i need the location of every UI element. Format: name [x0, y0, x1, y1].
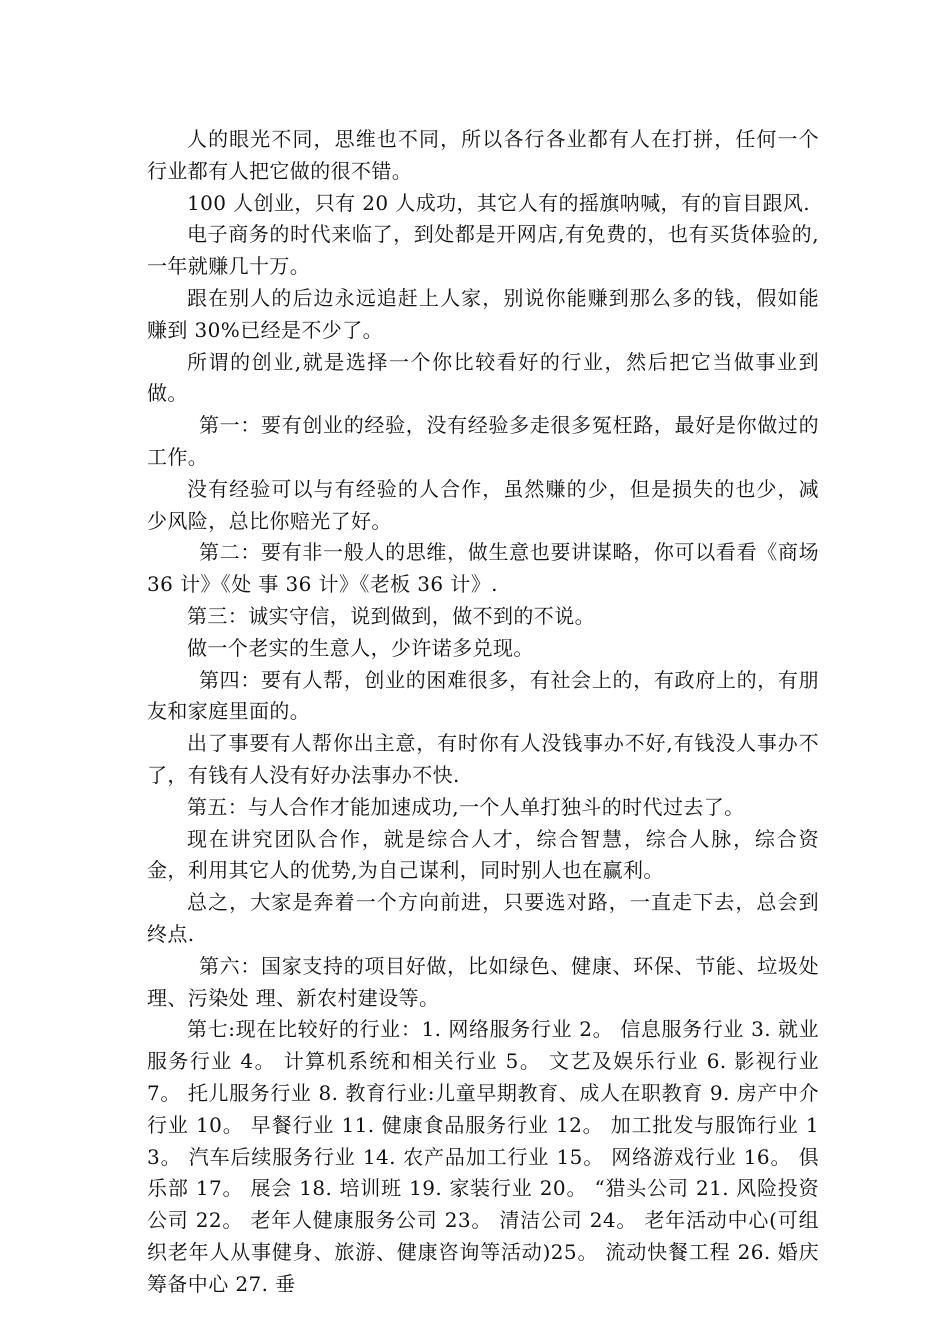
- paragraph: 第三：诚实守信，说到做到，做不到的不说。: [187, 603, 595, 628]
- paragraph: 第二：要有非一般人的思维，做生意也要讲谋略，你可以看看《商场 36 计》《处 事 36 计》《老板 36 计》.: [147, 540, 819, 597]
- paragraph: 总之，大家是奔着一个方向前进，只要选对路，一直走下去，总会到终点.: [147, 890, 819, 946]
- paragraph: 做一个老实的生意人，少许诺多兑现。: [187, 635, 534, 660]
- paragraph: 电子商务的时代来临了，到处都是开网店,有免费的，也有买货体验的,一年就赚几十万。: [147, 222, 819, 279]
- paragraph: 人的眼光不同，思维也不同，所以各行各业都有人在打拼，任何一个行业都有人把它做的很不错。: [147, 127, 819, 183]
- paragraph: 第六：国家支持的项目好做，比如绿色、健康、环保、节能、垃圾处理、污染处 理、新农村建设等。: [147, 953, 819, 1010]
- paragraph: 跟在别人的后边永远追赶上人家，别说你能赚到那么多的钱，假如能赚到 30%已经是不少了。: [147, 285, 819, 342]
- paragraph: 第一：要有创业的经验，没有经验多走很多冤枉路，最好是你做过的工作。: [147, 413, 819, 469]
- paragraph: 第七:现在比较好的行业：1. 网络服务行业 2。 信息服务行业 3. 就业服务行业 4。 计算机系统和相关行业 5。 文艺及娱乐行业 6. 影视行业 7。 托儿服务行业 8. 教育行业:儿童早期教育、成人在职教育 9. 房产中介行业 10。 早餐行业 11. 健康食品服务行业 12。 加工批发与服饰行业 13。 汽车后续服务行业 14. 农产品加工行业 15。 网络游戏行业 16。 俱乐部 17。 展会 18. 培训班 19. 家装行业 20。 “猎头公司 21. 风险投资公司 22。 老年人健康服务公司 23。 清洁公司 24。 老年活动中心(可组织老年人从事健身、旅游、健康咨询等活动)25。 流动快餐工程 26. 婚庆筹备中心 27. 垂: [147, 1017, 819, 1296]
- document-body: [147, 124, 819, 1300]
- paragraph: 第四：要有人帮，创业的困难很多，有社会上的，有政府上的，有朋友和家庭里面的。: [147, 667, 819, 724]
- paragraph: 没有经验可以与有经验的人合作，虽然赚的少，但是损失的也少，减少风险，总比你赔光了好。: [147, 476, 819, 533]
- paragraph: 100 人创业，只有 20 人成功，其它人有的摇旗呐喊，有的盲目跟风.: [187, 190, 811, 215]
- paragraph: 出了事要有人帮你出主意，有时你有人没钱事办不好,有钱没人事办不了，有钱有人没有好办法事办不快.: [147, 731, 819, 787]
- paragraph: 现在讲究团队合作，就是综合人才，综合智慧，综合人脉，综合资金，利用其它人的优势,为自己谋利，同时别人也在赢利。: [147, 826, 819, 883]
- paragraph: 所谓的创业,就是选择一个你比较看好的行业，然后把它当做事业到做。: [147, 349, 819, 406]
- paragraph: 第五：与人合作才能加速成功,一个人单打独斗的时代过去了。: [187, 794, 745, 819]
